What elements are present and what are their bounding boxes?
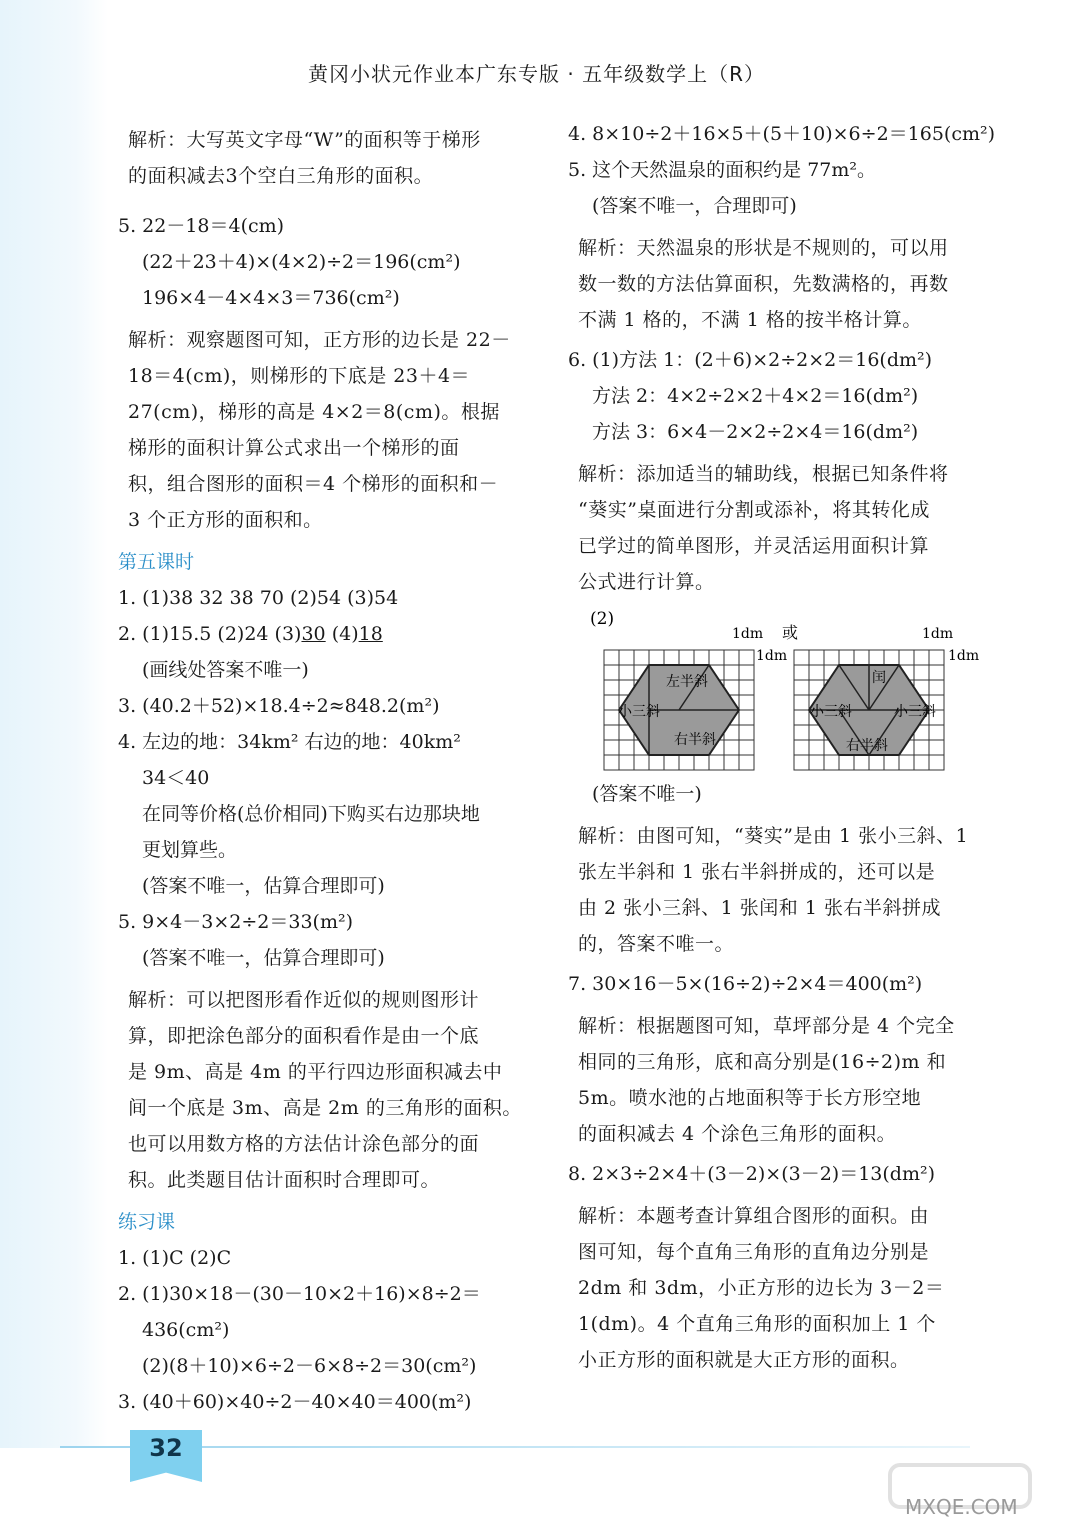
tangram-grid-left <box>604 650 754 770</box>
svg-text:1dm: 1dm <box>732 626 764 642</box>
svg-text:右半斜: 右半斜 <box>674 732 716 748</box>
page-header: 黄冈小状元作业本广东专版 · 五年级数学上（R） <box>308 62 765 86</box>
right-column: 4. 8×10÷2＋16×5＋(5＋10)×6÷2＝165(cm²) 5. 这个天然温泉的面积约是 77m²。 (答案不唯一，合理即可) 解析：天然温泉的形状是不规则的，可以用 数一数的方法估算面积，先数满格的，再数 不满 1 格的，不满 1 格的按半格计算。 6. (1)方法 1：(2＋6)×2÷2×2＝16(dm²) 方法 2：4×2÷2×2＋4×2＝16(dm²) 方法 3：6×4－2×2÷2×4＝16(dm²) 解析：添加适当的辅助线，根据已知条件将 “葵实”桌面进行分割或添补，将其转化成 已学过的简单图形，并灵活运用面积计算 公式进行计算。 (2) 左半斜 小三斜 右半斜 1dm 1dm 或 闰 小三斜 小三斜 右半斜 1dm 1dm (答案不唯一) 解析：由图可知，“葵实”是由 1 张小三斜、1 张左半斜和 1 张右半斜拼成的，还可以是 由 2 张小三斜、1 张闰和 1 张右半斜拼成 的，答案不唯一。 7. 30×16－5×(16÷2)÷2×4＝400(m²) 解析：根据题图可知，草坪部分是 4 个完全 相同的三角形，底和高分别是(16÷2)m 和 5m。喷水池的占地面积等于长方形空地 的面积减去 4 个涂色三角形的面积。 8. 2×3÷2×4＋(3－2)×(3－2)＝13(dm²) 解析：本题考查计算组合图形的面积。由 图可知，每个直角三角形的直角边分别是 2dm 和 3dm，小正方形的边长为 3－2＝ 1(dm)。4 个直角三角形的面积加上 1 个 小正方形的面积就是大正方形的面积。 <box>568 116 988 1382</box>
analysis-hotspring: 解析：天然温泉的形状是不规则的，可以用 数一数的方法估算面积，先数满格的，再数 不满 1 格的，不满 1 格的按半格计算。 <box>578 237 949 331</box>
tangram-figures <box>568 606 988 776</box>
watermark-text: MXQE.COM <box>905 1495 1018 1519</box>
tangram-diagram <box>568 606 988 776</box>
svg-text:或: 或 <box>782 623 799 642</box>
svg-text:1dm: 1dm <box>922 626 954 642</box>
analysis-6: 解析：添加适当的辅助线，根据已知条件将 “葵实”桌面进行分割或添补，将其转化成 已学过的简单图形，并灵活运用面积计算 公式进行计算。 <box>578 463 949 593</box>
left-margin-band <box>0 0 108 1448</box>
svg-text:小三斜: 小三斜 <box>618 704 660 720</box>
answer-5: 5. 22－18＝4(cm) <box>118 215 285 237</box>
analysis-8: 解析：本题考查计算组合图形的面积。由 图可知，每个直角三角形的直角边分别是 2dm 和 3dm，小正方形的边长为 3－2＝ 1(dm)。4 个直角三角形的面积加上 1 个 小正方形的面积就是大正方形的面积。 <box>578 1205 945 1371</box>
svg-text:闰: 闰 <box>872 670 886 686</box>
svg-text:1dm: 1dm <box>756 648 788 664</box>
page-number: 32 <box>149 1434 183 1462</box>
analysis-7: 解析：根据题图可知，草坪部分是 4 个完全 相同的三角形，底和高分别是(16÷2)m 和 5m。喷水池的占地面积等于长方形空地 的面积减去 4 个涂色三角形的面积。 <box>578 1015 955 1145</box>
svg-text:小三斜: 小三斜 <box>894 704 936 720</box>
svg-text:(2): (2) <box>590 609 615 629</box>
tangram-grid-right <box>794 650 944 770</box>
svg-text:1dm: 1dm <box>948 648 980 664</box>
section-practice: 练习课 <box>118 1211 176 1233</box>
svg-text:右半斜: 右半斜 <box>846 738 888 754</box>
analysis-tangram: 解析：由图可知，“葵实”是由 1 张小三斜、1 张左半斜和 1 张右半斜拼成的，还可以是 由 2 张小三斜、1 张闰和 1 张右半斜拼成 的，答案不唯一。 <box>578 825 969 955</box>
left-column: 解析：大写英文字母“W”的面积等于梯形 的面积减去3个空白三角形的面积。 5. 22－18＝4(cm) (22＋23＋4)×(4×2)÷2＝196(cm²) 196×4－4×4×3＝736(cm²) 解析：观察题图可知，正方形的边长是 22－ 18＝4(cm)，则梯形的下底是 23＋4＝ 27(cm)，梯形的高是 4×2＝8(cm)。根据 梯形的面积计算公式求出一个梯形的面 积，组合图形的面积＝4 个梯形的面积和－ 3 个正方形的面积和。 第五课时 1. (1)38 32 38 70 (2)54 (3)54 2. (1)15.5 (2)24 (3)30 (4)18 (画线处答案不唯一) 3. (40.2＋52)×18.4÷2≈848.2(m²) 4. 左边的地：34km² 右边的地：40km² 34＜40 在同等价格(总价相同)下购买右边那块地 更划算些。 (答案不唯一，估算合理即可) 5. 9×4－3×2÷2＝33(m²) (答案不唯一，估算合理即可) 解析：可以把图形看作近似的规则图形计 算，即把涂色部分的面积看作是由一个底 是 9m、高是 4m 的平行四边形面积减去中 间一个底是 3m、高是 2m 的三角形的面积。 也可以用数方格的方法估计涂色部分的面 积。此类题目估计面积时合理即可。 练习课 1. (1)C (2)C 2. (1)30×18－(30－10×2＋16)×8÷2＝ 436(cm²) (2)(8＋10)×6÷2－6×8÷2＝30(cm²) 3. (40＋60)×40÷2－40×40＝400(m²) <box>118 116 538 1420</box>
svg-text:左半斜: 左半斜 <box>666 674 708 690</box>
analysis-estimate: 解析：可以把图形看作近似的规则图形计 算，即把涂色部分的面积看作是由一个底 是 9m、高是 4m 的平行四边形面积减去中 间一个底是 3m、高是 2m 的三角形的面积。 也可以用数方格的方法估计涂色部分的面 积。此类题目估计面积时合理即可。 <box>128 989 522 1191</box>
section-lesson-5: 第五课时 <box>118 551 195 573</box>
svg-text:小三斜: 小三斜 <box>810 704 852 720</box>
analysis-5: 解析：观察题图可知，正方形的边长是 22－ 18＝4(cm)，则梯形的下底是 23＋4＝ 27(cm)，梯形的高是 4×2＝8(cm)。根据 梯形的面积计算公式求出一个梯形的面 积，组合图形的面积＝4 个梯形的面积和－ 3 个正方形的面积和。 <box>128 329 511 531</box>
analysis-w: 解析：大写英文字母“W”的面积等于梯形 的面积减去3个空白三角形的面积。 <box>128 129 481 187</box>
